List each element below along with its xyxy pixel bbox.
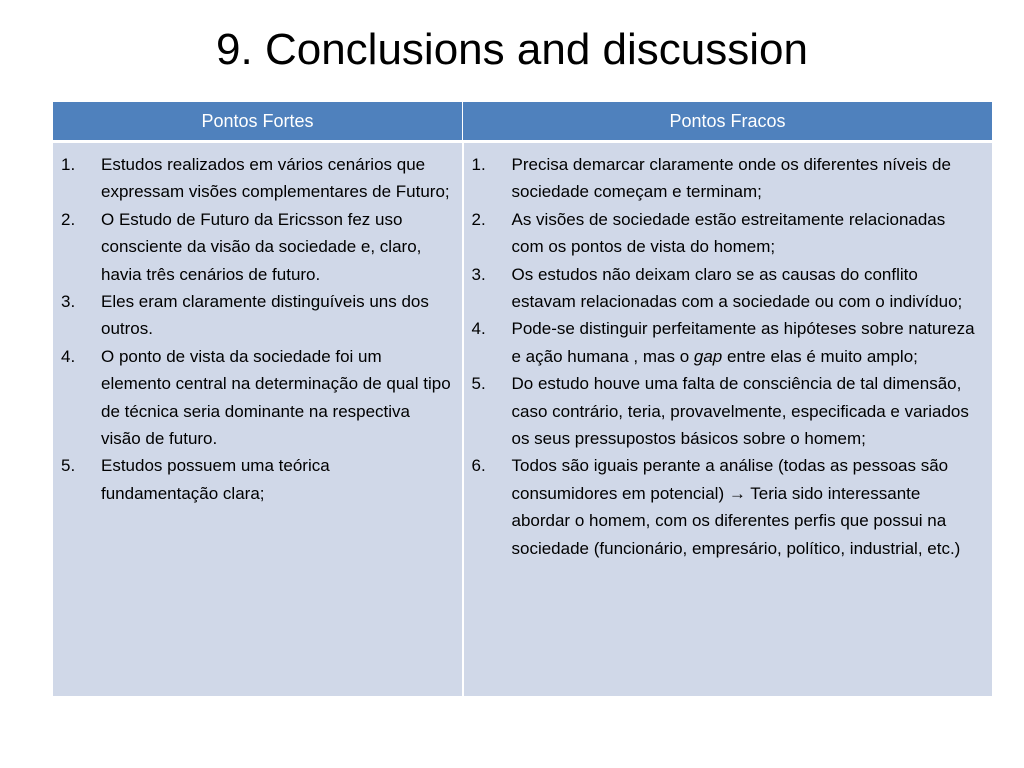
list-number: 3. [471, 264, 486, 284]
header-strengths: Pontos Fortes [53, 102, 463, 142]
weakness-text-after: Teria sido interessante abordar o homem, com os diferentes perfis que possui na sociedade (funcionário, empresário, político, industrial, etc.) [511, 483, 961, 558]
table-body-row [53, 142, 993, 697]
strength-item-2 [59, 206, 452, 288]
weakness-text: Precisa demarcar claramente onde os diferentes níveis de sociedade começam e terminam; [511, 155, 951, 202]
list-number: 3. [61, 292, 76, 312]
strength-item-4 [59, 343, 452, 453]
strength-item-1 [59, 151, 452, 206]
list-number: 5. [471, 374, 486, 394]
comparison-table [52, 101, 994, 697]
list-number: 1. [471, 155, 486, 174]
gap-emphasis: gap [693, 346, 723, 366]
weaknesses-cell [463, 142, 993, 697]
weakness-item-3 [470, 261, 982, 316]
list-number: 5. [61, 456, 76, 476]
weakness-item-6 [470, 452, 982, 562]
weakness-text: Os estudos não deixam claro se as causas do conflito estavam relacionadas com a sociedade ou com o indivíduo; [511, 264, 963, 312]
slide-title: 9. Conclusions and discussion [216, 25, 808, 74]
strength-item-5 [59, 452, 452, 507]
list-number: 4. [61, 346, 76, 366]
strength-text: O ponto de vista da sociedade foi um elemento central na determinação de qual tipo de técnica seria dominante na respectiva visão de futuro. [101, 346, 451, 449]
list-number: 1. [61, 155, 76, 174]
right-arrow-icon: → [728, 483, 746, 503]
weakness-text-after: entre elas é muito amplo; [722, 346, 918, 366]
strength-item-3 [59, 288, 452, 343]
strengths-list [59, 151, 452, 507]
header-weaknesses: Pontos Fracos [463, 102, 993, 142]
strength-text: Estudos realizados em vários cenários que expressam visões complementares de Futuro; [101, 155, 450, 202]
weakness-item-4 [470, 315, 982, 370]
weakness-text-before: Todos são iguais perante a análise (todas as pessoas são consumidores em potencial) [511, 456, 949, 503]
weakness-item-1 [470, 151, 982, 206]
list-number: 4. [471, 319, 486, 339]
list-number: 6. [471, 456, 486, 476]
strength-text: O Estudo de Futuro da Ericsson fez uso consciente da visão da sociedade e, claro, havia três cenários de futuro. [101, 209, 422, 284]
weakness-item-5 [470, 370, 982, 452]
strength-text: Eles eram claramente distinguíveis uns dos outros. [101, 292, 429, 339]
weakness-text-before: Pode-se distinguir perfeitamente as hipóteses sobre natureza e ação humana , mas o [511, 319, 975, 366]
strengths-cell [53, 142, 463, 697]
list-number: 2. [471, 209, 486, 229]
weakness-text: Do estudo houve uma falta de consciência de tal dimensão, caso contrário, teria, provavelmente, especificada e variados os seus pressupostos básicos sobre o homem; [511, 374, 969, 449]
weakness-text [512, 452, 982, 562]
weaknesses-list [470, 151, 982, 562]
weakness-text [512, 315, 982, 370]
table-header-row [53, 102, 993, 142]
weakness-item-2 [470, 206, 982, 261]
list-number: 2. [61, 209, 76, 229]
strength-text: Estudos possuem uma teórica fundamentação clara; [101, 456, 330, 503]
weakness-text: As visões de sociedade estão estreitamente relacionadas com os pontos de vista do homem; [511, 209, 946, 257]
